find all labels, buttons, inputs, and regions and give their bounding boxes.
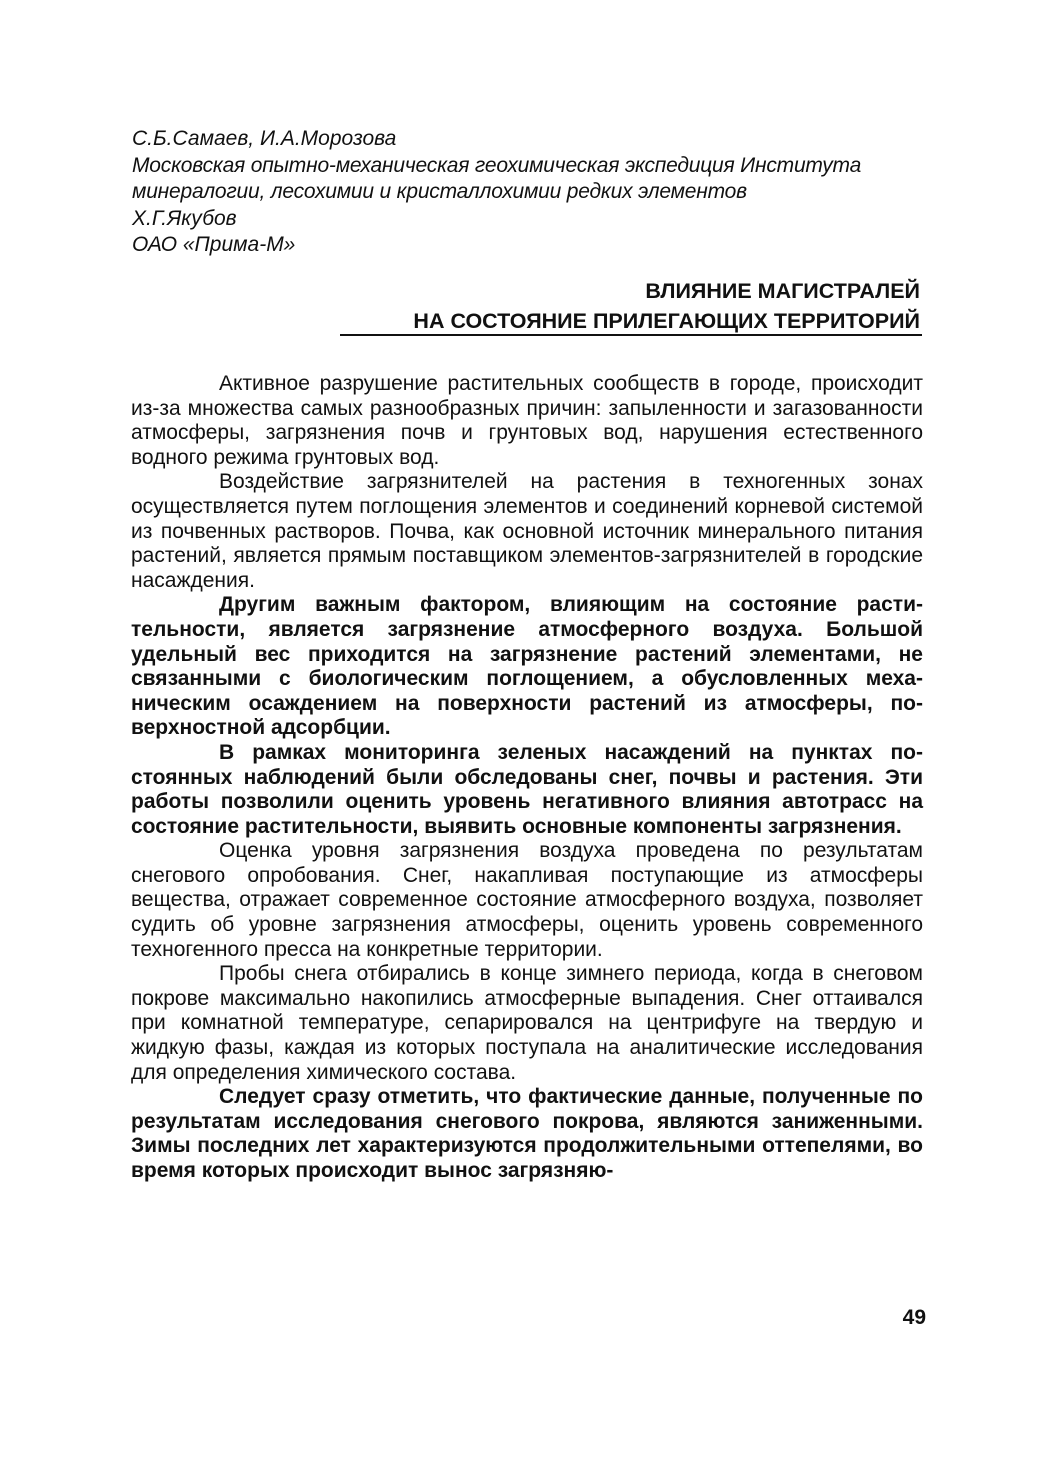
title-line-2: НА СОСТОЯНИЕ ПРИЛЕГАЮЩИХ ТЕРРИТОРИЙ [413,309,920,333]
author-block [132,126,932,259]
authors-line-2: Х.Г.Якубов [132,206,237,230]
paragraph-5: Оценка уровня загрязнения воздуха проведена по результатам снегового опробования. Снег, накапливая поступающие из атмосферы вещества, отражает современное состояние атмосферного воздуха, позволяет судить об уровне загрязнения атмосферы, оценить уровень современного техногенного пресса на конкретные территории. [131,839,923,961]
authors-line-1: С.Б.Самаев, И.А.Морозова [132,127,397,150]
affiliation-line-3: ОАО «Прима-М» [132,233,296,256]
title-underline [340,334,922,336]
paragraph-2: Воздействие загрязнителей на растения в техногенных зонах осуществляется путем поглощения элементов и соединений корневой системой из почвенных растворов. Почва, как основной источник минерального питания растений, является прямым поставщиком элементов-загрязнителей в городские насаждения. [131,470,923,592]
paragraph-3: Другим важным фактором, влияющим на состояние растительности, является загрязнение атмосферного воздуха. Большой удельный вес приходится на загрязнение растений элементами, не связанными с биологическим поглощением, а обусловленных механическим осаждением на поверхности растений из атмосферы, поверхностной адсорбции. [131,593,923,740]
paragraph-4: В рамках мониторинга зеленых насаждений на пунктах постоянных наблюдений были обследованы снег, почвы и растения. Эти работы позволили оценить уровень негативного влияния автотрасс на состояние растительности, выявить основные компоненты загрязнения. [131,740,923,838]
paragraph-1: Активное разрушение растительных сообществ в городе, происходит из-за множества самых разнообразных причин: запыленности и загазованности атмосферы, загрязнения почв и грунтовых вод, нарушения естественного водного режима грунтовых вод. [131,372,923,469]
affiliation-line-2: минералогии, лесохимии и кристаллохимии редких элементов [132,180,747,203]
paragraph-7: Следует сразу отметить, что фактические данные, полученные по результатам исследования снегового покрова, являются заниженными. Зимы последних лет характеризуются продолжительными оттепелями, во время которых происходит вынос загрязняю- [131,1085,923,1182]
article-body [131,372,923,1184]
paragraph-6: Пробы снега отбирались в конце зимнего периода, когда в снеговом покрове максимально накопились атмосферные выпадения. Снег оттаивался при комнатной температуре, сепарировался на центрифуге на твердую и жидкую фазы, каждая из которых поступала на аналитические исследования для определения химического состава. [131,962,923,1084]
title-line-1: ВЛИЯНИЕ МАГИСТРАЛЕЙ [645,279,920,303]
page-number: 49 [902,1306,926,1329]
affiliation-line-1: Московская опытно-механическая геохимическая экспедиция Института [132,153,862,177]
article-title [300,276,920,336]
